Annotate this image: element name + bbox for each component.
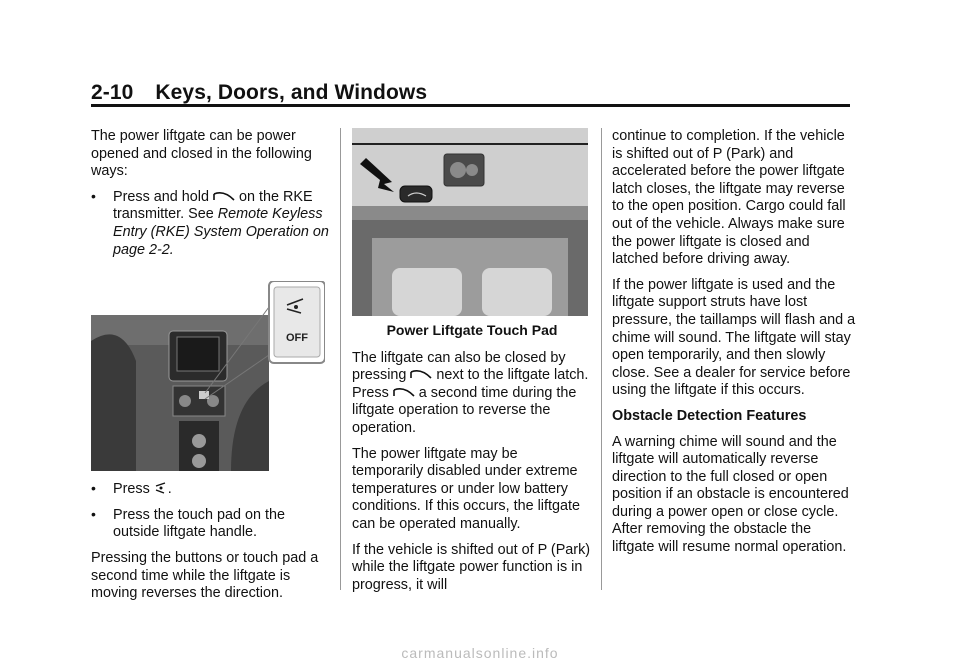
- page-number: 2-10: [91, 81, 134, 104]
- intro-text: The power liftgate can be power opened and closed in the following ways:: [91, 128, 312, 180]
- shift-paragraph: If the vehicle is shifted out of P (Park) while the liftgate power function is in progress, it will: [352, 541, 591, 593]
- struts-paragraph: If the power liftgate is used and the liftgate support struts have lost pressure, the taillamps will flash and a chime will sound. The liftgate will stay open temporarily, and then slowly close. See a dealer for service before using the liftgate if this occurs.: [612, 276, 856, 399]
- touch-pad-figure: [352, 128, 588, 316]
- bullet-item-3: • Press the touch pad on the outside liftgate handle.: [91, 505, 286, 541]
- completion-paragraph: continue to completion. If the vehicle is shifted out of P (Park) and accelerated before the power liftgate latch closes, the liftgate may reverse to the open position. Cargo could fall out of the vehicle. Always make sure the power liftgate is closed and latched before driving away.: [612, 128, 846, 268]
- obstacle-heading: Obstacle Detection Features: [612, 407, 807, 424]
- liftgate-icon: [410, 369, 432, 381]
- close-paragraph: The liftgate can also be closed by pressing next to the liftgate latch. Press a second time during the liftgate operation to reverse the operation.: [352, 349, 589, 436]
- bullet-item-2: • Press .: [91, 480, 172, 498]
- disabled-paragraph: The power liftgate may be temporarily disabled under extreme temperatures or under low battery conditions. If this occurs, the liftgate can be operated manually.: [352, 445, 580, 532]
- page-header: [91, 81, 427, 105]
- column-divider-2: [601, 128, 602, 590]
- column-1: [91, 128, 331, 611]
- liftgate-icon: [393, 387, 415, 399]
- bullet-item-1: • Press and hold on the RKE transmitter. See Remote Keyless Entry (RKE) System Operation on page 2-2.: [91, 187, 329, 258]
- column-3: [612, 128, 857, 565]
- figure-caption: Power Liftgate Touch Pad: [386, 322, 558, 338]
- bullet-icon: •: [91, 187, 96, 204]
- console-figure: [91, 281, 325, 471]
- obstacle-paragraph: A warning chime will sound and the liftgate will automatically reverse direction to the full closed or open position if an obstacle is encountered during a power open or close cycle. After removing the obstacle the liftgate will resume normal operation.: [612, 433, 849, 556]
- off-switch-label: OFF: [286, 332, 308, 345]
- watermark: carmanualsonline.info: [401, 645, 559, 661]
- bullet-icon: •: [91, 505, 96, 522]
- liftgate-switch-icon: [154, 482, 168, 496]
- bullet-icon: •: [91, 480, 96, 497]
- liftgate-icon: [213, 191, 235, 203]
- header-rule: [91, 104, 850, 107]
- page-title: Keys, Doors, and Windows: [155, 81, 428, 104]
- column-2: [352, 128, 592, 602]
- reverse-paragraph: Pressing the buttons or touch pad a second time while the liftgate is moving reverses the direction.: [91, 549, 319, 602]
- column-divider-1: [340, 128, 341, 590]
